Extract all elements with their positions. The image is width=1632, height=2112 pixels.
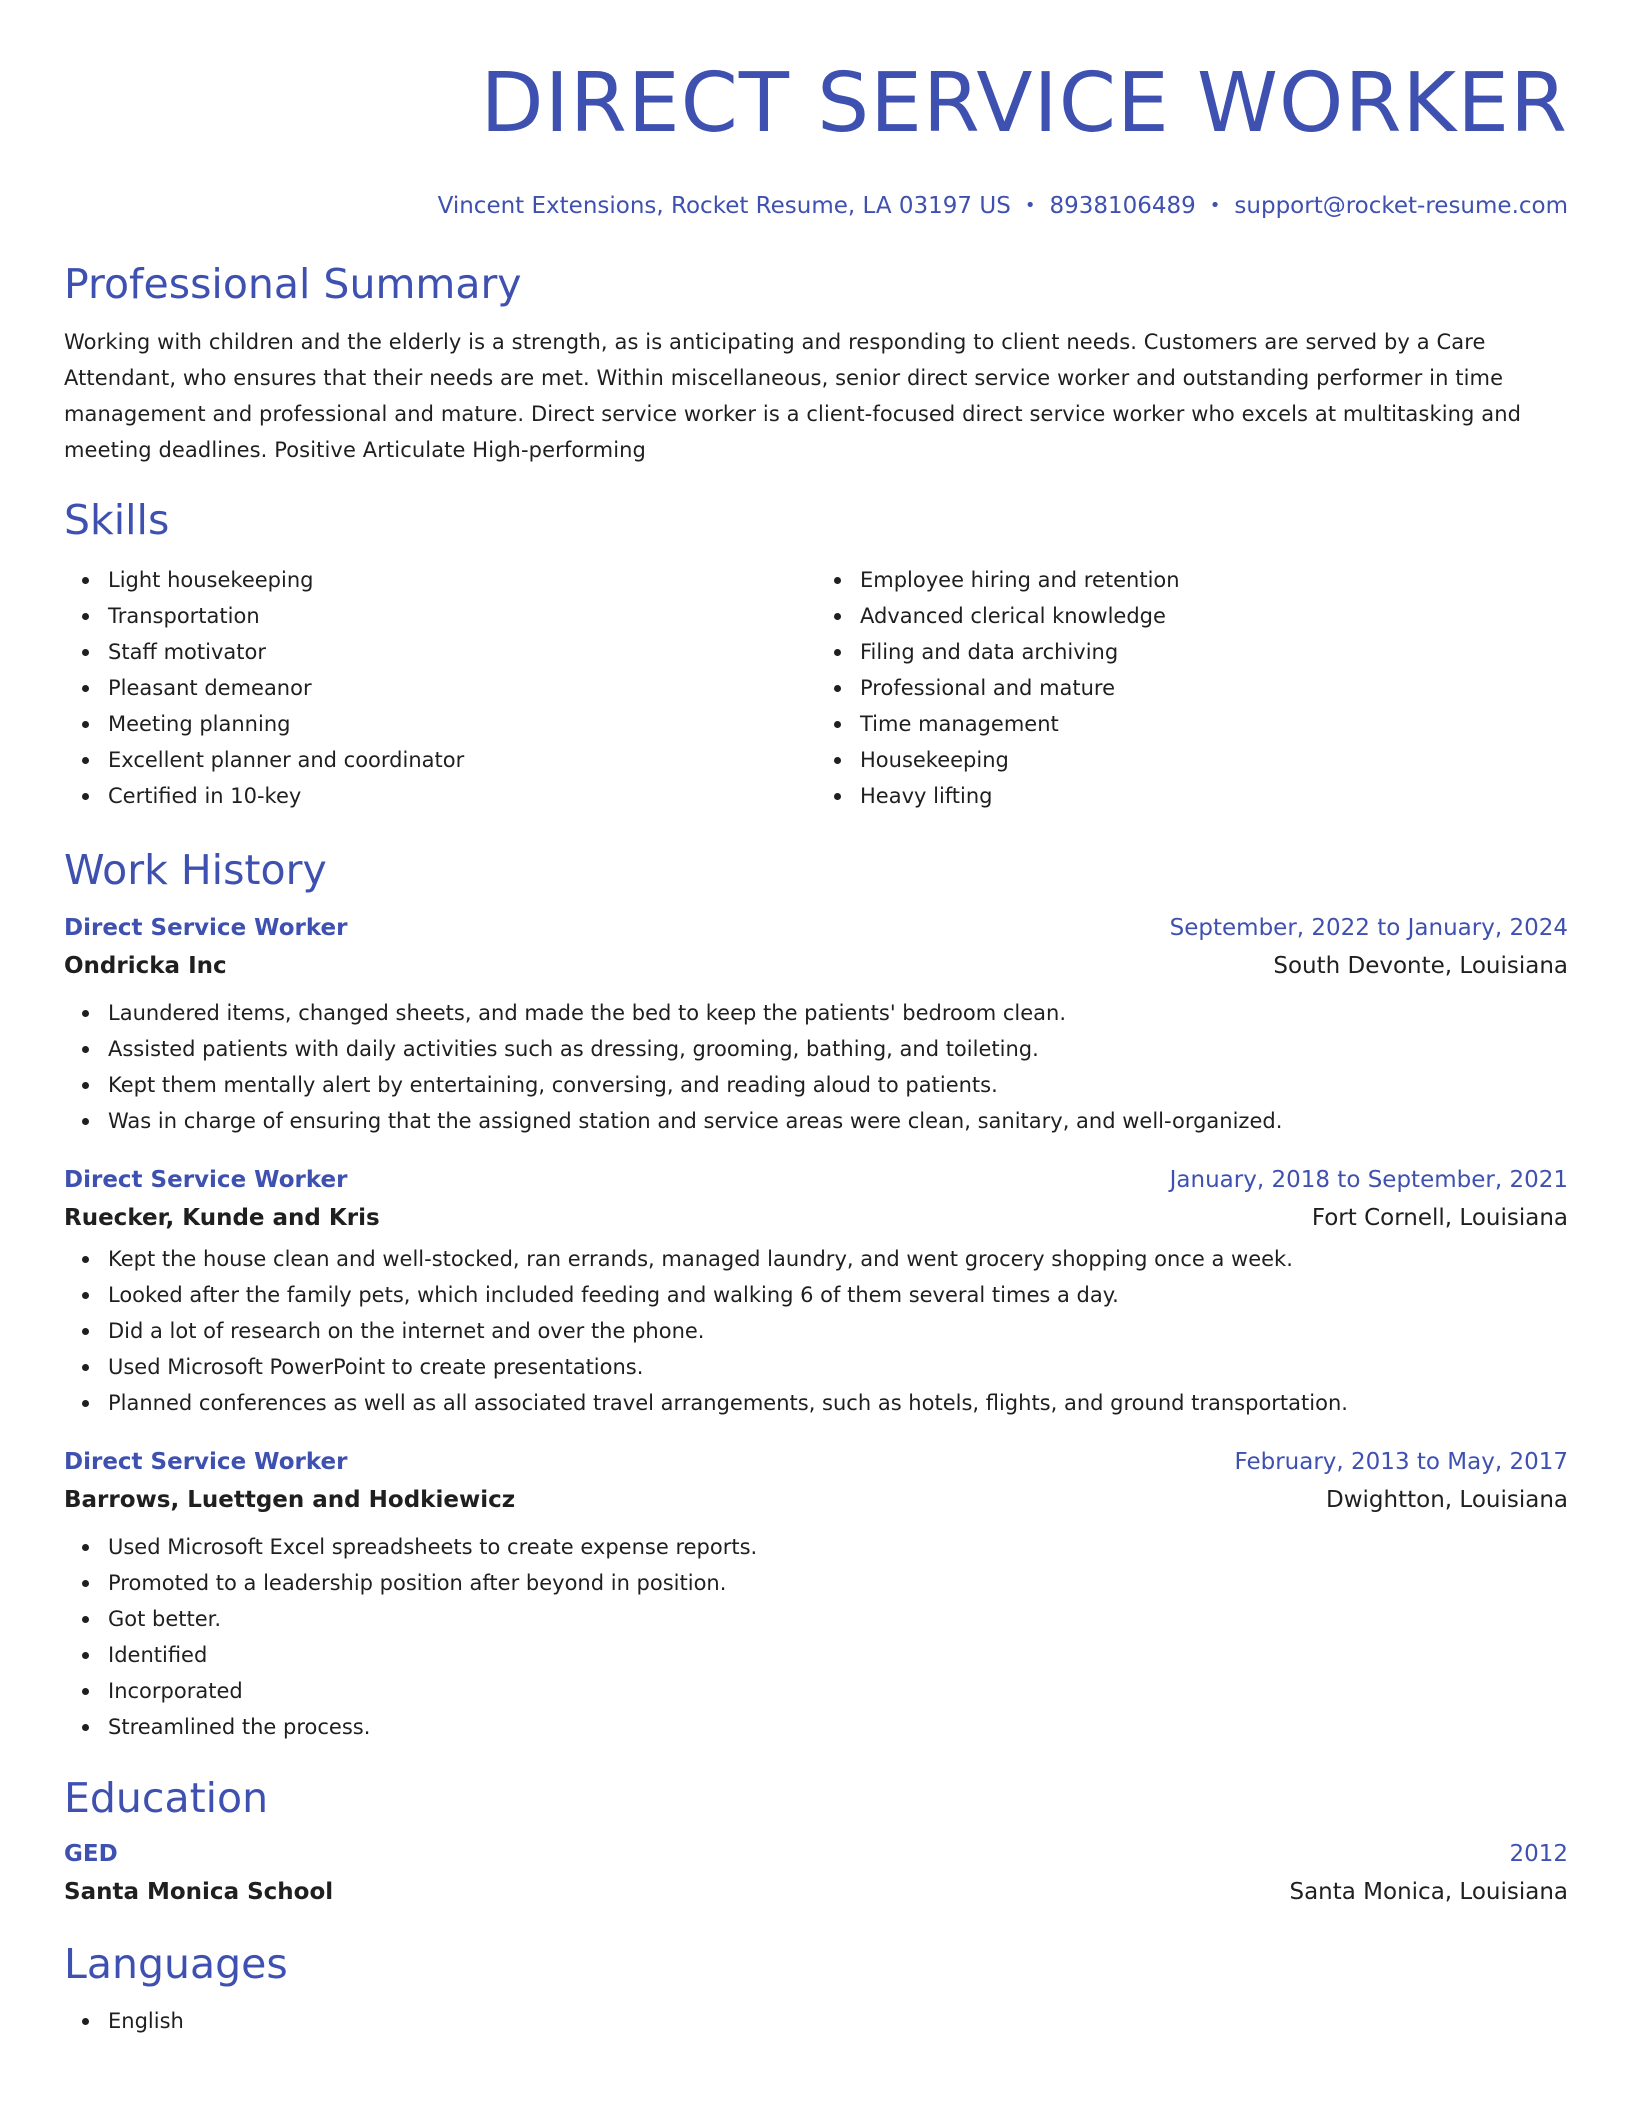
skills-left-column <box>64 562 816 814</box>
job-entry <box>64 909 1568 1139</box>
contact-separator: • <box>1209 195 1221 216</box>
job-company: Barrows, Luettgen and Hodkiewicz <box>64 1487 516 1513</box>
job-company: Ruecker, Kunde and Kris <box>64 1205 380 1231</box>
education-degree: GED <box>64 1841 118 1867</box>
job-employer-row <box>64 1199 1568 1237</box>
languages-heading: Languages <box>64 1940 288 1988</box>
education-heading: Education <box>64 1774 269 1822</box>
skill-item: Pleasant demeanor <box>108 670 816 706</box>
job-bullet: Used Microsoft PowerPoint to create presentations. <box>108 1349 1568 1385</box>
job-bullet: Streamlined the process. <box>108 1709 1568 1745</box>
contact-separator: • <box>1024 195 1036 216</box>
skill-item: Excellent planner and coordinator <box>108 742 816 778</box>
job-employer-row <box>64 947 1568 985</box>
languages-list <box>64 2003 1568 2039</box>
job-header-row <box>64 909 1568 947</box>
skill-item: Professional and mature <box>860 670 1568 706</box>
skill-item: Employee hiring and retention <box>860 562 1568 598</box>
candidate-name: DIRECT SERVICE WORKER <box>480 56 1568 151</box>
job-dates: January, 2018 to September, 2021 <box>1169 1167 1568 1193</box>
summary-heading: Professional Summary <box>64 260 522 308</box>
job-header-row <box>64 1161 1568 1199</box>
contact-phone: 8938106489 <box>1049 193 1196 219</box>
skill-item: Heavy lifting <box>860 778 1568 814</box>
skill-item: Transportation <box>108 598 816 634</box>
job-bullet: Did a lot of research on the internet and over the phone. <box>108 1313 1568 1349</box>
job-bullet: Promoted to a leadership position after beyond in position. <box>108 1565 1568 1601</box>
work-history-heading: Work History <box>64 846 327 894</box>
skill-item: Light housekeeping <box>108 562 816 598</box>
contact-email[interactable]: support@rocket-resume.com <box>1234 193 1568 219</box>
job-bullet: Used Microsoft Excel spreadsheets to create expense reports. <box>108 1529 1568 1565</box>
job-dates: February, 2013 to May, 2017 <box>1234 1449 1568 1475</box>
skill-item: Housekeeping <box>860 742 1568 778</box>
education-year: 2012 <box>1509 1841 1568 1867</box>
job-dates: September, 2022 to January, 2024 <box>1169 915 1568 941</box>
job-employer-row <box>64 1481 1568 1519</box>
education-entry <box>64 1835 1568 1911</box>
job-bullets <box>64 1241 1568 1421</box>
job-location: Fort Cornell, Louisiana <box>1311 1205 1568 1231</box>
job-bullet: Planned conferences as well as all associated travel arrangements, such as hotels, flights, and ground transportation. <box>108 1385 1568 1421</box>
job-title: Direct Service Worker <box>64 1449 348 1475</box>
job-bullet: Incorporated <box>108 1673 1568 1709</box>
skill-item: Staff motivator <box>108 634 816 670</box>
job-bullets <box>64 995 1568 1139</box>
job-bullet: Was in charge of ensuring that the assigned station and service areas were clean, sanitary, and well-organized. <box>108 1103 1568 1139</box>
job-bullet: Kept the house clean and well-stocked, ran errands, managed laundry, and went grocery shopping once a week. <box>108 1241 1568 1277</box>
job-bullet: Looked after the family pets, which included feeding and walking 6 of them several times a day. <box>108 1277 1568 1313</box>
contact-address: Vincent Extensions, Rocket Resume, LA 03197 US <box>437 193 1011 219</box>
skills-heading: Skills <box>64 496 170 544</box>
job-header-row <box>64 1443 1568 1481</box>
job-bullet: Identified <box>108 1637 1568 1673</box>
education-location: Santa Monica, Louisiana <box>1289 1879 1568 1905</box>
job-entry <box>64 1443 1568 1745</box>
job-location: Dwightton, Louisiana <box>1326 1487 1568 1513</box>
contact-line <box>64 191 1568 221</box>
job-bullet: Got better. <box>108 1601 1568 1637</box>
job-bullet: Assisted patients with daily activities such as dressing, grooming, bathing, and toileting. <box>108 1031 1568 1067</box>
job-title: Direct Service Worker <box>64 1167 348 1193</box>
education-school: Santa Monica School <box>64 1879 334 1905</box>
skills-right-column <box>816 562 1568 814</box>
skill-item: Time management <box>860 706 1568 742</box>
skill-item: Advanced clerical knowledge <box>860 598 1568 634</box>
job-bullets <box>64 1529 1568 1745</box>
summary-text: Working with children and the elderly is a strength, as is anticipating and responding to client needs. Customers are served by a Care Attendant, who ensures that their needs are met. Within miscellaneous, senior direct service worker and outstanding performer in time management and professional and mature. Direct service worker is a client-focused direct service worker who excels at multitasking and meeting deadlines. Positive Articulate High-performing <box>64 330 1522 462</box>
job-entry <box>64 1161 1568 1421</box>
skills-grid <box>64 562 1568 814</box>
job-bullet: Kept them mentally alert by entertaining, conversing, and reading aloud to patients. <box>108 1067 1568 1103</box>
skill-item: Meeting planning <box>108 706 816 742</box>
education-school-row <box>64 1873 1568 1911</box>
job-bullet: Laundered items, changed sheets, and made the bed to keep the patients' bedroom clean. <box>108 995 1568 1031</box>
job-title: Direct Service Worker <box>64 915 348 941</box>
education-header-row <box>64 1835 1568 1873</box>
skill-item: Certified in 10-key <box>108 778 816 814</box>
job-location: South Devonte, Louisiana <box>1273 953 1568 979</box>
language-item: English <box>108 2003 1568 2039</box>
job-company: Ondricka Inc <box>64 953 227 979</box>
skill-item: Filing and data archiving <box>860 634 1568 670</box>
